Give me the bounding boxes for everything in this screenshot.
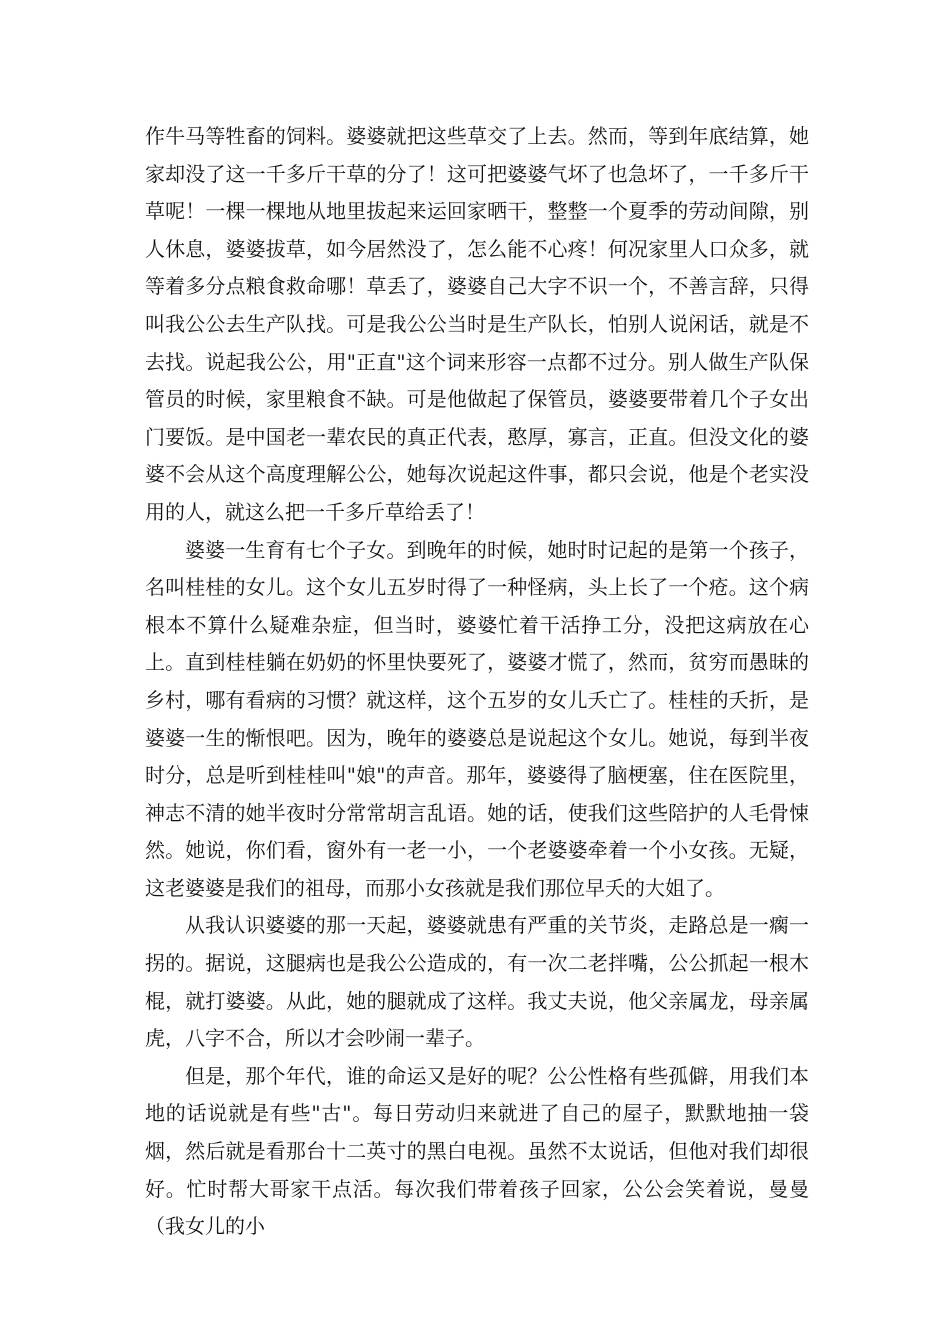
paragraph-3: 从我认识婆婆的那一天起，婆婆就患有严重的关节炎，走路总是一瘸一拐的。据说，这腿病也是我公公造成的，有一次二老拌嘴，公公抓起一根木棍，就打婆婆。从此，她的腿就成了这样。我丈夫说，他父亲属龙，母亲属虎，八字不合，所以才会吵闹一辈子。 — [145, 913, 809, 1051]
article-body — [145, 118, 809, 1246]
paragraph-1: 作牛马等牲畜的饲料。婆婆就把这些草交了上去。然而，等到年底结算，她家却没了这一千多斤干草的分了！这可把婆婆气坏了也急坏了，一千多斤干草呢！一棵一棵地从地里拔起来运回家晒干，整整一个夏季的劳动间隙，别人休息，婆婆拔草，如今居然没了，怎么能不心疼！何况家里人口众多，就等着多分点粮食救命哪！草丢了，婆婆自己大字不识一个，不善言辞，只得叫我公公去生产队找。可是我公公当时是生产队长，怕别人说闲话，就是不去找。说起我公公，用"正直"这个词来形容一点都不过分。别人做生产队保管员的时候，家里粮食不缺。可是他做起了保管员，婆婆要带着几个子女出门要饭。是中国老一辈农民的真正代表，憨厚，寡言，正直。但没文化的婆婆不会从这个高度理解公公，她每次说起这件事，都只会说，他是个老实没用的人，就这么把一千多斤草给丢了！ — [145, 124, 809, 524]
paragraph-4: 但是，那个年代，谁的命运又是好的呢？公公性格有些孤僻，用我们本地的话说就是有些"古"。每日劳动归来就进了自己的屋子，默默地抽一袋烟，然后就是看那台十二英寸的黑白电视。虽然不太说话，但他对我们却很好。忙时帮大哥家干点活。每次我们带着孩子回家，公公会笑着说，曼曼（我女儿的小 — [145, 1063, 809, 1239]
paragraph-2: 婆婆一生育有七个子女。到晚年的时候，她时时记起的是第一个孩子，名叫桂桂的女儿。这个女儿五岁时得了一种怪病，头上长了一个疮。这个病根本不算什么疑难杂症，但当时，婆婆忙着干活挣工分，没把这病放在心上。直到桂桂躺在奶奶的怀里快要死了，婆婆才慌了，然而，贫穷而愚昧的乡村，哪有看病的习惯？就这样，这个五岁的女儿夭亡了。桂桂的夭折，是婆婆一生的惭恨吧。因为，晚年的婆婆总是说起这个女儿。她说，每到半夜时分，总是听到桂桂叫"娘"的声音。那年，婆婆得了脑梗塞，住在医院里，神志不清的她半夜时分常常胡言乱语。她的话，使我们这些陪护的人毛骨悚然。她说，你们看，窗外有一老一小，一个老婆婆牵着一个小女孩。无疑，这老婆婆是我们的祖母，而那小女孩就是我们那位早夭的大姐了。 — [145, 537, 809, 900]
